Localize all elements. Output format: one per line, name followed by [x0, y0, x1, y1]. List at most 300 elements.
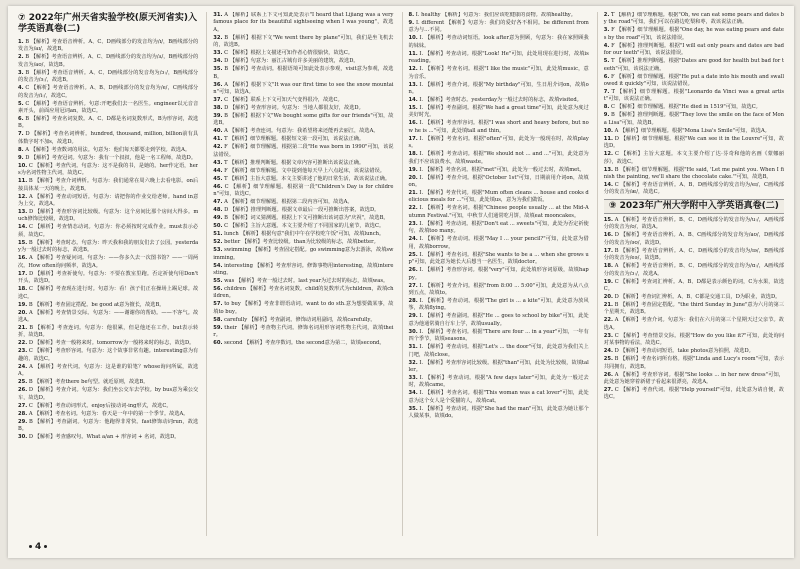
answer-item	[213, 35, 393, 50]
answer-item	[18, 387, 198, 402]
answer-item	[18, 340, 198, 347]
answer-explanation: A 【解析】细节理解题。根据"Mona Lisa's Smile"可知，故选A。	[614, 127, 770, 134]
answer-explanation: C 【解析】考查现在进行时。句意为：看！孩子们正在操场上踢足球。故选C。	[18, 286, 199, 300]
question-number: 56.	[213, 286, 223, 293]
answer-item	[604, 89, 784, 104]
answer-item	[18, 194, 198, 209]
answer-explanation: carefully 【解析】考查副词。修饰动词用副词，故填carefully。	[224, 316, 376, 323]
answer-item	[18, 348, 198, 363]
answer-explanation: T 【解析】主旨大意题。本文主要讲述了他的日常生活，故该说法正确。	[224, 175, 391, 182]
question-number: 17.	[408, 135, 418, 142]
answer-item	[213, 317, 393, 324]
answer-item	[213, 105, 393, 112]
question-number: 21.	[603, 301, 613, 308]
question-number: 29.	[408, 313, 418, 320]
question-number: 13.	[18, 209, 28, 216]
answer-item	[18, 54, 198, 69]
answer-explanation: B 【解析】词义猜测题。根据上下文可推断出该词意为"庆祝"，故选B。	[224, 215, 389, 222]
answer-explanation: C 【解析】考查代词。句意为：这不是我的书，是她的。her作定语，hers为名词性物主代词，故选C。	[18, 162, 199, 177]
question-number: 32.	[213, 34, 223, 41]
answer-explanation: C 【解析】考查动词形式。enjoy后接动词-ing形式，故选C。	[28, 402, 172, 409]
answer-explanation: I. 【解析】考查介词。根据"October 1st"可知，日期前用介词on，故填on。	[408, 174, 589, 189]
question-number: 36.	[213, 81, 223, 88]
answer-item	[409, 51, 589, 66]
answer-explanation: B 【解析】考查语音辨析。A、C、D画线部分的发音均为/ʌ/，B画线部分的发音为/aʊ/，故选B。	[18, 54, 199, 68]
answer-item	[18, 434, 198, 441]
answer-item	[18, 101, 198, 116]
answer-explanation: to buy 【解析】考查非谓语动词。want to do sth.意为想要做某事，故填to buy。	[213, 301, 394, 315]
answer-item	[409, 236, 589, 251]
answer-item	[213, 239, 393, 246]
answer-explanation: I. 【解析】考查动词。根据"Look! He"可知，此处用现在进行时，故填is reading。	[408, 50, 589, 65]
answer-item	[604, 302, 784, 317]
answer-explanation: D 【解析】考查祈使句。句意为：不要在教室里跑。否定祈使句用Don't开头，故选D。	[18, 270, 199, 285]
answer-item	[213, 231, 393, 238]
question-number: 26.	[603, 371, 613, 378]
answer-explanation: F 【解析】细节理解题。根据"One day, he was eating pears and dates by the road"可知，该说法错误。	[603, 27, 784, 41]
answer-explanation: C 【解析】考查情景交际。根据"How do you like it?"可知，此处询问对某事物的看法，故选C。	[603, 332, 784, 347]
answer-explanation: I. 【解析】考查形容词。根据"I was short and heavy before, but now he is ..."可知，此处填tall and thin。	[408, 120, 589, 134]
question-number: 14.	[603, 182, 613, 189]
question-number: 22.	[18, 340, 28, 347]
question-number: 10.	[603, 127, 613, 134]
exam-answer-page	[8, 6, 794, 558]
answer-explanation: C 【解析】考查语音辨析。A、B、D画线部分的发音均为/e/，C画线部分的发音为/iː/，故选C。	[18, 85, 199, 99]
answer-explanation: A 【解析】根据下文"It was our first time to see the snow mountain"可知，故选A。	[213, 81, 394, 96]
answer-explanation: A 【解析】考查情景交际。句意为：——谢谢你的帮助。——不客气。故选A。	[18, 309, 199, 323]
answer-explanation: I. 【解析】考查代词。根据"Mum often cleans ... house and cooks delicious meals for ..."可知，此处填us，意为为我们做饭。	[408, 190, 589, 204]
answer-item	[604, 217, 784, 232]
question-number: 17.	[603, 247, 613, 254]
answer-item	[409, 298, 589, 313]
answer-item	[409, 190, 589, 205]
answer-item	[18, 155, 198, 162]
answer-item	[18, 271, 198, 286]
column-3	[402, 12, 589, 536]
question-number: 55.	[213, 278, 223, 285]
answer-explanation: B 【解析】考查时态。句意为：昨天我和我的朋友们去了公园。yesterday为一般过去时的标志，故选B。	[18, 239, 199, 254]
answer-item	[604, 58, 784, 73]
answer-list	[213, 12, 393, 348]
answer-explanation: B 【解析】考查there be句型。就近原则，故选B。	[28, 379, 149, 386]
question-number: 33.	[213, 50, 223, 57]
answer-item	[18, 379, 198, 386]
question-number: 12.	[408, 66, 418, 73]
answer-item	[213, 176, 393, 183]
question-number: 9.	[18, 154, 24, 161]
question-number: 11.	[18, 178, 28, 185]
answer-explanation: D 【解析】考查感叹句。What a/an + 形容词 + 名词，故选D。	[28, 433, 180, 440]
question-number: 5.	[603, 58, 610, 65]
answer-explanation: B 【解析】考查连词。句意为：他很累，但是他还在工作。but表示转折，故选B。	[18, 324, 199, 339]
question-number: 11.	[603, 135, 613, 142]
answer-item	[604, 263, 784, 278]
answer-explanation: D 【解析】考查词汇辨析。A、B、C都是交通工具，D为职业，故选D。	[614, 293, 781, 300]
question-number: 26.	[18, 387, 28, 394]
answer-item	[409, 136, 589, 151]
question-number: 13.	[603, 166, 613, 173]
answer-explanation: I. 【解析】考查名词。根据"There are four ... in a year"可知，一年有四个季节，故填seasons。	[408, 328, 589, 343]
answer-explanation: T 【解析】推理判断题。根据"Dates are good for health but bad for teeth"可知，该说法正确。	[603, 58, 784, 72]
question-number: 35.	[408, 405, 418, 412]
answer-item	[213, 199, 393, 206]
answer-explanation: C 【解析】考查情态动词。句意为：你必须按时完成作业。must表示必须，故选C。	[18, 224, 199, 238]
answer-explanation: A 【解析】细节理解题。根据第二段内容可知，故选A。	[224, 199, 353, 206]
answer-explanation: T 【解析】细节理解题。根据"Oh, we can eat some pears and dates by the road"可知，我们可以在路边吃梨和枣，故该说法正确。	[603, 12, 784, 26]
answer-explanation: B 【解析】考查固定搭配。be good at意为擅长，故选B。	[28, 301, 165, 308]
answer-item	[213, 168, 393, 175]
answer-item	[213, 263, 393, 278]
question-number: 10.	[408, 35, 418, 42]
answer-item	[409, 175, 589, 190]
answer-explanation: I. healthy 【解析】句意为：我们应该吃健康的食物。故填healthy。	[415, 12, 576, 18]
question-number: 41.	[213, 136, 223, 143]
answer-list	[409, 12, 589, 421]
answer-explanation: D 【解析】考查语音辨析。A、B、C画线部分的发音均为/aʊ/，D画线部分的发音为/əʊ/，故选D。	[603, 232, 784, 246]
answer-explanation: B 【解析】根据下文"We went there by plane"可知，我们是坐飞机去的，故选B。	[213, 34, 394, 49]
question-number: 33.	[408, 374, 418, 381]
answer-item	[18, 403, 198, 410]
question-number: 46.	[213, 183, 223, 190]
answer-item	[604, 348, 784, 355]
answer-item	[213, 66, 393, 81]
answer-item	[18, 178, 198, 193]
question-number: 35.	[213, 66, 223, 73]
question-number: 8.	[18, 146, 24, 153]
answer-explanation: T 【解析】细节理解题。根据短文第一段可知，该说法正确。	[224, 136, 365, 143]
answer-explanation: I. 【解析】考查动词。根据"A few days later"可知，此处为一般过去时，故填came。	[408, 374, 589, 389]
question-number: 31.	[408, 344, 418, 351]
answer-explanation: D 【解析】考查一般将来时。tomorrow为一般将来时的标志，故选D。	[28, 340, 195, 347]
answer-explanation: B 【解析】考查固定搭配。"the third Sunday in June"意为六月的第三个星期天，故选B。	[603, 301, 784, 316]
answer-explanation: second 【解析】考查序数词。the second意为第二，故填second。	[224, 340, 385, 347]
answer-item	[213, 286, 393, 301]
answer-item	[409, 105, 589, 120]
answer-item	[604, 356, 784, 371]
question-number: 27.	[603, 386, 613, 393]
answer-explanation: B 【解析】推理判断题。根据"They love the smile on the face of Mona Lisa"可知，故选B。	[603, 112, 784, 126]
answer-item	[18, 325, 198, 340]
answer-item	[18, 255, 198, 270]
question-number: 20.	[408, 174, 418, 181]
question-number: 4.	[603, 42, 610, 49]
answer-explanation: A 【解析】考查动词短语。句意为：请把你的作业交给老师。hand in意为上交，故选A。	[18, 193, 199, 208]
answer-explanation: B 【解析】考查副词。句意为：他跑得非常快。fast修饰动词run，故选B。	[18, 418, 199, 432]
question-number: 25.	[408, 251, 418, 258]
answer-item	[213, 144, 393, 159]
answer-item	[18, 70, 198, 85]
question-number: 20.	[603, 293, 613, 300]
answer-explanation: C 【解析】考查语音辨析。句意:开吧我们去一名医生。engineer以元音音素开头，前面应用冠词an，故选C。	[18, 100, 199, 115]
answer-item	[18, 419, 198, 434]
answer-item	[18, 224, 198, 239]
answer-item	[604, 128, 784, 135]
question-number: 24.	[408, 236, 418, 243]
answer-item	[604, 248, 784, 263]
answer-item	[18, 116, 198, 131]
answer-item	[213, 113, 393, 128]
answer-item	[409, 360, 589, 375]
answer-explanation: C 【解析】主旨大意题。本文主要介绍了达·芬奇和他的名画《蒙娜丽莎》，故选C。	[603, 151, 784, 165]
question-number: 48.	[213, 207, 223, 214]
question-number: 59.	[213, 324, 223, 331]
answer-explanation: C 【解析】考查形容词。句意为：这个故事非常有趣。interesting意为有趣的，故选C。	[18, 348, 199, 362]
answer-item	[18, 209, 198, 224]
question-number: 15.	[18, 239, 28, 246]
question-number: 40.	[213, 128, 223, 135]
answer-explanation: I. 【解析】考查名词。根据"I like the music"可知，此处填music，意为音乐。	[408, 66, 589, 80]
answer-explanation: B 【解析】考查语音辨析。A、C、D画线部分的发音均为/ɪə/，B画线部分的发音为/eə/，故选B。	[603, 247, 784, 262]
question-number: 27.	[408, 282, 418, 289]
answer-explanation: D 【解析】考查动词短语。take photos意为拍照，故选D。	[614, 348, 754, 355]
answer-item	[604, 27, 784, 42]
question-number: 24.	[603, 348, 613, 355]
question-number: 3.	[603, 27, 610, 34]
section-title: ⑦ 2022年广州天省实验学校(原天河省实)入学英语真卷(二)	[18, 13, 198, 34]
answer-item	[213, 50, 393, 57]
question-number: 54.	[213, 262, 223, 269]
question-number: 58.	[213, 316, 223, 323]
question-number: 15.	[408, 105, 418, 112]
question-number: 29.	[18, 418, 28, 425]
question-number: 38.	[213, 105, 223, 112]
answer-explanation: C 【解析】联系上下文可知天气变得很冷，故选C。	[224, 97, 343, 104]
answer-explanation: D 【解析】句意为：丽江古城有许多美丽的建筑，故选D。	[224, 58, 359, 65]
question-number: 6.	[603, 73, 610, 80]
question-number: 24.	[18, 363, 28, 370]
answer-explanation: A 【解析】考查语音辨析。B、C、D画线部分的发音均为/uː/，A画线部分的发音为/ʊ/，故选A。	[603, 216, 784, 231]
answer-item	[18, 147, 198, 154]
answer-explanation: interesting 【解析】考查形容词。修饰事物用interesting，故填interesting。	[213, 262, 394, 277]
answer-explanation: children 【解析】考查名词复数。child的复数形式为children，故填children。	[213, 286, 394, 300]
answer-explanation: was 【解析】考查一般过去时。last year为过去时的标志，故填was。	[224, 278, 389, 285]
answer-explanation: B 【解析】考查语音辨析。A、C、D画线部分的发音均为/ɔː/，B画线部分的发音为/ɜː/，故选B。	[18, 69, 199, 84]
answer-item	[18, 163, 198, 178]
question-number: 43.	[213, 159, 223, 166]
page-number	[26, 542, 50, 552]
answer-explanation: T 【解析】细节理解题。根据"Leonardo da Vinci was a great artist"可知，该说法正确。	[603, 89, 784, 103]
answer-item	[18, 411, 198, 418]
answer-explanation: B 【解析】考查语音辨析。A、C、D画线部分的发音均为/ɪ/，B画线部分的发音为/aɪ/，故选B。	[18, 39, 199, 53]
answer-explanation: C 【解析】考查词汇辨析。A、B、D都是表示颜色的词，C为水果，故选C。	[603, 278, 784, 292]
answer-item	[604, 387, 784, 402]
answer-item	[18, 286, 198, 301]
answer-item	[409, 329, 589, 344]
answer-item	[213, 278, 393, 285]
question-number: 34.	[408, 390, 418, 397]
answer-item	[409, 390, 589, 405]
question-number: 1.	[18, 39, 24, 45]
answer-item	[409, 66, 589, 81]
question-number: 39.	[213, 113, 223, 120]
answer-item	[409, 151, 589, 166]
answer-explanation: A 【解析】考查代词。句意为：这是谁的铅笔？whose询问所属，故选A。	[18, 363, 199, 378]
answer-explanation: C 【解析】根据上文描述可知作者心情很愉快，故选C。	[224, 50, 354, 57]
question-number: 19.	[408, 166, 418, 173]
answer-explanation: F 【解析】细节理解题。文中提到他每天早上六点起床，该说法错误。	[224, 167, 385, 174]
page-number-text: 4	[35, 542, 42, 552]
answer-explanation: A 【解析】考查形容词。根据"She looks ... in her new dress"可知，此处意为她穿着新裙子看起来很漂亮，故选A。	[603, 371, 784, 385]
answer-explanation: D 【解析】推理判断题。根据文章最后一段可推断出答案，故选D。	[224, 207, 380, 214]
answer-explanation: A 【解析】考查数词的用法。句意为：他们每天都要走到学校。故选A。	[25, 146, 191, 153]
answer-item	[604, 136, 784, 151]
answer-explanation: B 【解析】考查介词辨析。句意为：我们通常在周六晚上去看电影。on后接具体某一天的晚上，故选B。	[18, 178, 199, 192]
answer-explanation: I. 【解析】考查动词。根据"Don't eat ... sweets"可知，此处为否定祈使句，故填too many。	[408, 220, 589, 235]
question-number: 23.	[408, 220, 418, 227]
answer-explanation: I. 【解析】考查名词。根据"often"可知，此处为一般现在时，故填plays。	[408, 135, 589, 150]
answer-explanation: D 【解析】考查介词。句意为：我们坐公交车去学校。by bus意为乘公交车，故选D。	[18, 387, 199, 401]
answer-explanation: B 【解析】考查动词。根据语境可知此处表示参观，visit意为参观，故选B。	[213, 66, 394, 80]
answer-explanation: B 【解析】考查名词所有格。根据"Linda and Lucy's room"可知，表示共同拥有，故选B。	[603, 356, 784, 370]
question-number: 3.	[18, 69, 24, 76]
question-number: 28.	[408, 297, 418, 304]
answer-explanation: F 【解析】推理判断题。根据"I will eat only pears and dates are bad for our teeth"可知，该说法错误。	[603, 42, 784, 57]
answer-explanation: A 【解析】联系上下文可知此处表示"I heard that Lijiang was a very famous place for its beautiful sightseeing when I was young"，故选A。	[213, 12, 394, 33]
column-1	[18, 12, 198, 536]
answer-item	[409, 97, 589, 104]
answer-item	[409, 252, 589, 267]
answer-item	[409, 20, 589, 35]
answer-item	[604, 333, 784, 348]
question-number: 14.	[18, 224, 28, 231]
answer-item	[213, 340, 393, 347]
answer-item	[409, 283, 589, 298]
answer-item	[409, 167, 589, 174]
answer-explanation: I. 【解析】考查形容词比较级。根据"than"可知，此处为比较级，故填taller。	[408, 359, 589, 373]
question-number: 47.	[213, 199, 223, 206]
question-number: 4.	[18, 85, 24, 92]
answer-item	[604, 43, 784, 58]
question-number: 23.	[18, 348, 28, 355]
answer-explanation: I. 【解析】考查介词。根据"from 8:00 ... 5:00"可知，此处意为从八点到五点，故填to。	[408, 282, 589, 296]
question-number: 16.	[408, 120, 418, 127]
answer-item	[409, 267, 589, 282]
question-number: 30.	[408, 328, 418, 335]
question-number: 18.	[603, 263, 613, 270]
answer-item	[604, 317, 784, 332]
answer-explanation: better 【解析】考查比较级。than为比较级的标志，故填better。	[224, 239, 379, 246]
answer-explanation: F 【解析】细节理解题。根据"He put a date into his mouth and swallowed it quickly"可知，该说法错误。	[603, 73, 784, 88]
answer-explanation: C 【解析】考查代词。根据"Help yourself"可知，此处意为请自便，故选C。	[603, 386, 784, 401]
answer-item	[604, 279, 784, 294]
question-number: 53.	[213, 247, 223, 254]
answer-item	[213, 58, 393, 65]
question-number: 6.	[18, 116, 24, 123]
question-number: 25.	[603, 356, 613, 363]
answer-item	[409, 12, 589, 19]
question-number: 22.	[408, 205, 418, 212]
answer-item	[18, 131, 198, 146]
column-4	[597, 12, 784, 536]
question-number: 18.	[408, 151, 418, 158]
question-number: 15.	[603, 216, 613, 223]
answer-item	[604, 104, 784, 111]
question-number: 10.	[18, 162, 28, 169]
answer-item	[604, 167, 784, 182]
answer-item	[213, 207, 393, 214]
answer-item	[213, 215, 393, 222]
answer-item	[213, 301, 393, 316]
question-number: 12.	[18, 193, 28, 200]
answer-item	[18, 364, 198, 379]
answer-explanation: I. 【解析】考查动词。根据"May I ... your pencil?"可知，此处意为借用，故填borrow。	[408, 236, 589, 250]
answer-list	[604, 12, 784, 402]
answer-item	[213, 184, 393, 199]
answer-item	[604, 182, 784, 197]
question-number: 2.	[603, 12, 610, 18]
question-number: 11.	[408, 50, 418, 57]
answer-explanation: I. 【解析】考查动词。根据"She had the man"可知，此处意为她让那个人做某事，故填do。	[408, 405, 589, 420]
answer-item	[18, 85, 198, 100]
answer-explanation: swimming 【解析】考查固定搭配。go swimming意为去游泳，故填swimming。	[213, 247, 394, 261]
answer-explanation: I. 【解析】考查名词。根据"met"可知，此处为一般过去时，故填met。	[419, 166, 585, 173]
answer-list	[18, 39, 198, 441]
question-number: 19.	[603, 278, 613, 285]
question-number: 23.	[603, 332, 613, 339]
question-number: 7.	[603, 89, 610, 96]
answer-explanation: I. 【解析】考查名词。根据"Chinese people usually ... at the Mid-Autumn Festival."可知，中秋节人们通常吃月饼，故填eat mooncakes。	[408, 205, 589, 219]
answer-item	[604, 151, 784, 166]
answer-explanation: I. 【解析】考查动词。根据"We should not ... and ..."可知，此处意为我们不应该浪费水，故填waste。	[408, 151, 589, 165]
question-number: 42.	[213, 144, 223, 151]
answer-item	[409, 406, 589, 421]
answer-item	[18, 240, 198, 255]
answer-explanation: B 【解析】细节理解题。根据"He said, 'Let me paint you. When I finish the painting, we'll share the chocolate cake.'"可知，故选B。	[603, 166, 784, 181]
answer-item	[409, 82, 589, 97]
question-number: 50.	[213, 223, 223, 230]
question-number: 28.	[18, 410, 28, 417]
question-number: 37.	[213, 97, 223, 104]
question-number: 52.	[213, 239, 223, 246]
answer-explanation: I. 【解析】考查名词。根据"She wants to be a ... when she grows up"可知，此处意为她长大后想当一名医生，故填doctor。	[408, 251, 589, 266]
answer-item	[213, 12, 393, 34]
question-number: 2.	[18, 54, 24, 61]
question-number: 9.	[408, 20, 415, 26]
question-number: 51.	[213, 231, 223, 238]
answer-explanation: I. 【解析】考查副词。根据"He ... goes to school by bike"可知，此处意为他通常骑自行车上学，故填usually。	[408, 313, 589, 327]
answer-explanation: B 【解析】考查名词复数。A、C、D都是名词复数形式，B为形容词，故选B。	[18, 116, 199, 130]
question-number: 21.	[408, 190, 418, 197]
question-number: 32.	[408, 359, 418, 366]
answer-explanation: A 【解析】考查介词。句意为：我们在六月的第三个星期天过父亲节。故选A。	[603, 317, 784, 331]
question-number: 9.	[603, 112, 610, 119]
question-number: 34.	[213, 58, 223, 65]
answer-item	[409, 35, 589, 50]
answer-item	[409, 375, 589, 390]
answer-item	[604, 12, 784, 27]
question-number: 25.	[18, 379, 28, 386]
question-number: 8.	[603, 104, 610, 111]
answer-item	[604, 74, 784, 89]
answer-explanation: D 【解析】考查形容词比较级。句意为：这个房间比那个房间大得多。much修饰比较级，故选D。	[18, 209, 199, 223]
answer-item	[213, 325, 393, 340]
answer-explanation: I. 【解析】考查名词。根据"This woman was a cat lover"可知，此处意为这个女人是个爱猫的人，故填cat。	[408, 390, 589, 404]
answer-item	[213, 247, 393, 262]
column-2	[206, 12, 393, 536]
answer-explanation: F 【解析】细节理解题。根据第二段"He was born in 1990"可知，该说法错误。	[213, 144, 394, 158]
question-number: 19.	[18, 301, 28, 308]
answer-item	[18, 39, 198, 54]
answer-explanation: D 【解析】细节理解题。根据"We can see it in the Louvre"可知，故选D。	[603, 135, 784, 150]
answer-item	[409, 205, 589, 220]
answer-explanation: C 【解析】考查语音辨析。A、B、D画线部分的发音均为/eɪ/，C画线部分的发音为/æ/，故选C。	[603, 182, 784, 196]
question-number: 12.	[603, 151, 613, 158]
answer-explanation: I. 【解析】考查介词。根据"My birthday"可知，生日用介词on，故填on。	[408, 81, 589, 96]
answer-item	[409, 344, 589, 359]
question-number: 60.	[213, 340, 223, 347]
answer-explanation: A 【解析】考查语音辨析。B、C、D画线部分的发音均为/ɑː/，A画线部分的发音为/ɔː/，故选A。	[603, 263, 784, 277]
answer-item	[213, 128, 393, 135]
